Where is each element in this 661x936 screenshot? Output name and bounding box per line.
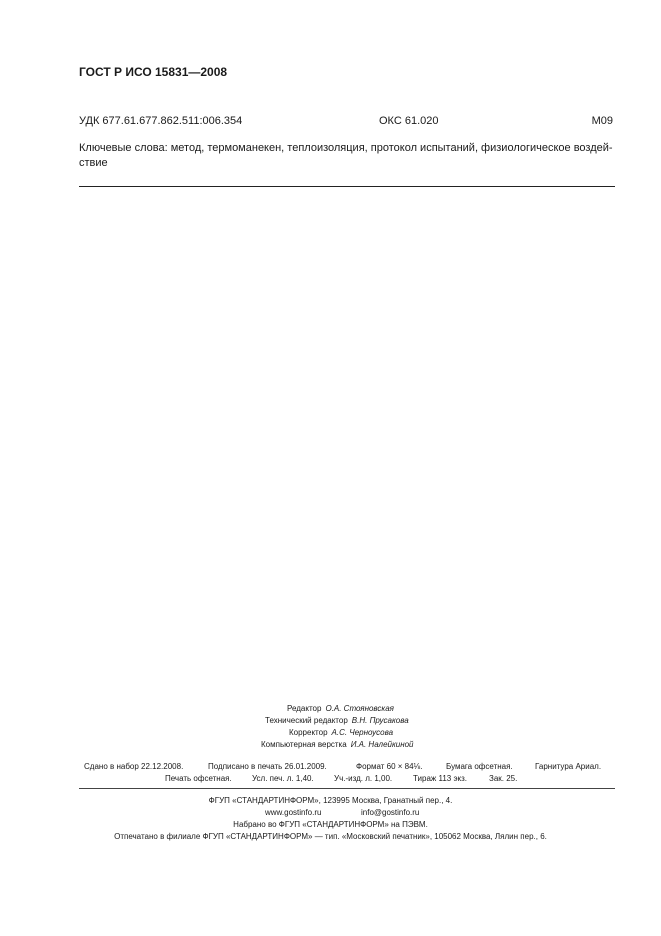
divider <box>79 186 615 187</box>
tech-editor-name: В.Н. Прусакова <box>351 716 409 725</box>
publisher-email: info@gostinfo.ru <box>361 808 420 817</box>
print-sheets: Усл. печ. л. 1,40. <box>252 774 314 783</box>
corrector-label: Корректор <box>289 728 328 737</box>
print-order: Зак. 25. <box>489 774 518 783</box>
printed-note: Отпечатано в филиале ФГУП «СТАНДАРТИНФОРМ» — тип. «Московский печатник», 105062 Москва, Лялин пер., 6. <box>114 832 547 841</box>
typeset-note: Набрано во ФГУП «СТАНДАРТИНФОРМ» на ПЭВМ. <box>233 820 428 829</box>
tech-editor-line <box>265 716 409 725</box>
tech-editor-label: Технический редактор <box>265 716 348 725</box>
editor-name: О.А. Стояновская <box>325 704 394 713</box>
corrector-line <box>289 728 393 737</box>
print-run: Тираж 113 экз. <box>413 774 468 783</box>
layout-label: Компьютерная верстка <box>261 740 347 749</box>
layout-line <box>261 740 414 749</box>
editor-line <box>287 704 394 713</box>
print-date-sent: Сдано в набор 22.12.2008. <box>84 762 184 771</box>
print-font: Гарнитура Ариал. <box>535 762 602 771</box>
print-pub-sheets: Уч.-изд. л. 1,00. <box>334 774 393 783</box>
print-format: Формат 60 × 84⅛. <box>356 762 423 771</box>
editor-label: Редактор <box>287 704 322 713</box>
udk-code: УДК 677.61.677.862.511:006.354 <box>79 115 243 127</box>
publisher-website: www.gostinfo.ru <box>265 808 322 817</box>
print-paper: Бумага офсетная. <box>446 762 513 771</box>
classification-code: М09 <box>591 115 613 127</box>
oks-code: ОКС 61.020 <box>379 115 439 127</box>
print-date-signed: Подписано в печать 26.01.2009. <box>208 762 327 771</box>
print-method: Печать офсетная. <box>165 774 232 783</box>
divider-footer <box>79 788 615 789</box>
standard-title: ГОСТ Р ИСО 15831—2008 <box>79 65 228 79</box>
corrector-name: А.С. Черноусова <box>331 728 394 737</box>
publisher-address: ФГУП «СТАНДАРТИНФОРМ», 123995 Москва, Гранатный пер., 4. <box>208 796 453 805</box>
layout-name: И.А. Налейкиной <box>350 740 414 749</box>
keywords: Ключевые слова: метод, термоманекен, теплоизоляция, протокол испытаний, физиологическое воздей-ствие <box>79 142 613 169</box>
